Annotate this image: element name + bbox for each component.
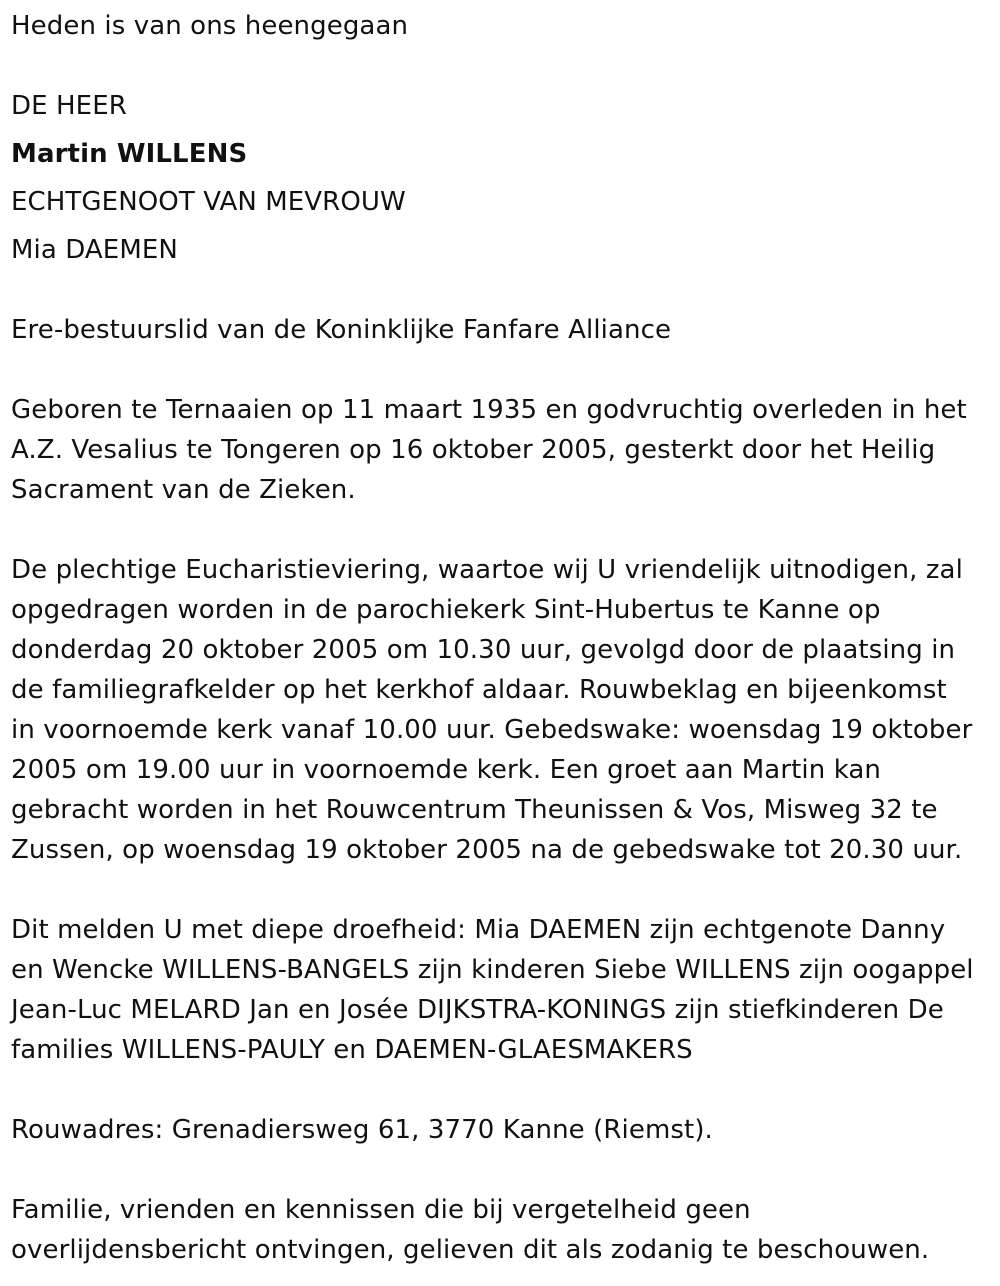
family-paragraph xyxy=(11,910,991,1070)
paragraph-line: Dit melden U met diepe droefheid: Mia DAEMEN zijn echtgenote Danny xyxy=(11,915,946,945)
paragraph-line: opgedragen worden in de parochiekerk Sint-Hubertus te Kanne op xyxy=(11,595,881,625)
death-notice xyxy=(11,0,991,1270)
paragraph-line: A.Z. Vesalius te Tongeren op 16 oktober 2005, gesterkt door het Heilig xyxy=(11,435,936,465)
paragraph-line: Zussen, op woensdag 19 oktober 2005 na de gebedswake tot 20.30 uur. xyxy=(11,835,963,865)
paragraph-line: donderdag 20 oktober 2005 om 10.30 uur, gevolgd door de plaatsing in xyxy=(11,635,956,665)
ceremony-paragraph xyxy=(11,550,991,870)
paragraph-line: 2005 om 19.00 uur in voornoemde kerk. Een groet aan Martin kan xyxy=(11,755,882,785)
paragraph-line: De plechtige Eucharistieviering, waartoe wij U vriendelijk uitnodigen, zal xyxy=(11,555,963,585)
birth-death-paragraph xyxy=(11,390,991,510)
paragraph-line: overlijdensbericht ontvingen, gelieven dit als zodanig te beschouwen. xyxy=(11,1235,930,1265)
paragraph-line: en Wencke WILLENS-BANGELS zijn kinderen Siebe WILLENS zijn oogappel xyxy=(11,955,974,985)
honorary-title: Ere-bestuurslid van de Koninklijke Fanfare Alliance xyxy=(11,315,672,345)
paragraph-line: de familiegrafkelder op het kerkhof aldaar. Rouwbeklag en bijeenkomst xyxy=(11,675,947,705)
intro-line: Heden is van ons heengegaan xyxy=(11,11,409,41)
paragraph-line: families WILLENS-PAULY en DAEMEN-GLAESMAKERS xyxy=(11,1035,693,1065)
honorary-title-paragraph xyxy=(11,310,991,350)
spouse-label: ECHTGENOOT VAN MEVROUW xyxy=(11,187,406,217)
paragraph-line: Familie, vrienden en kennissen die bij vergetelheid geen xyxy=(11,1195,751,1225)
closing-paragraph xyxy=(11,1190,991,1270)
paragraph-line: Jean-Luc MELARD Jan en Josée DIJKSTRA-KONINGS zijn stiefkinderen De xyxy=(11,995,944,1025)
title-prefix: DE HEER xyxy=(11,91,127,121)
paragraph-line: gebracht worden in het Rouwcentrum Theunissen & Vos, Misweg 32 te xyxy=(11,795,938,825)
paragraph-line: Geboren te Ternaaien op 11 maart 1935 en godvruchtig overleden in het xyxy=(11,395,967,425)
spouse-name: Mia DAEMEN xyxy=(11,235,178,265)
paragraph-line: Sacrament van de Zieken. xyxy=(11,475,356,505)
deceased-name: Martin WILLENS xyxy=(11,139,248,169)
mourning-address: Rouwadres: Grenadiersweg 61, 3770 Kanne (Riemst). xyxy=(11,1115,713,1145)
paragraph-line: in voornoemde kerk vanaf 10.00 uur. Gebedswake: woensdag 19 oktober xyxy=(11,715,973,745)
mourning-address-paragraph xyxy=(11,1110,991,1150)
